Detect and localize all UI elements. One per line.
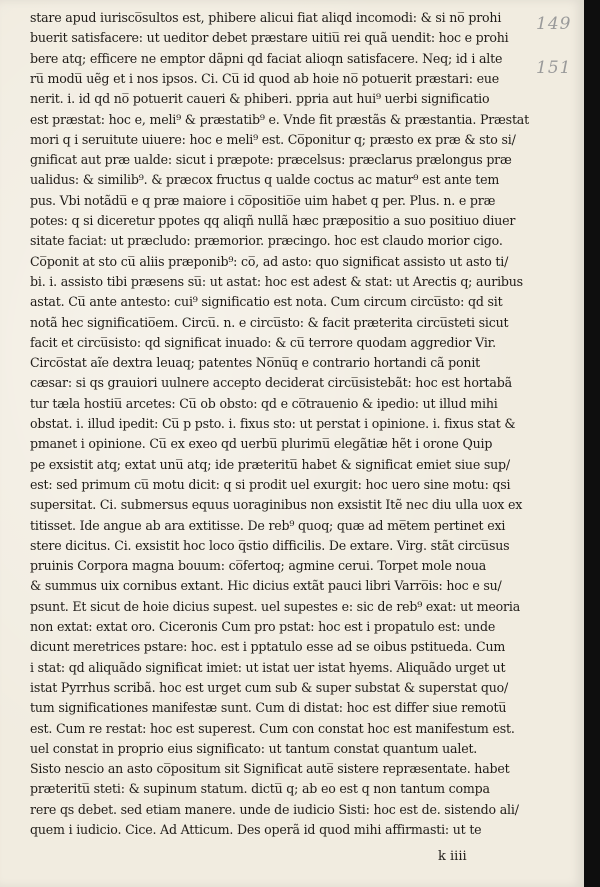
- text-line: pruinis Corpora magna bouum: co̅fertoq; agmine cerui. Torpet mole noua: [30, 558, 487, 574]
- text-line: pus. Vbi notãdu̅ e q præ maiore i co̅positio̅e uim habet q per. Plus. n. e præ: [30, 192, 496, 208]
- folio-number-secondary: 151: [536, 58, 572, 78]
- signature-mark: k iiii: [438, 849, 467, 864]
- text-line: & summus uix cornibus extant. Hic dicius extãt pauci libri Varro̅is: hoc e su/: [30, 578, 502, 594]
- text-line: supersitat. Ci. submersus equus uoraginibus non exsistit Itẽ nec diu ulla uox ex: [30, 497, 523, 513]
- text-line: obstat. i. illud ipedit: Cu̅ p psto. i. fixus sto: ut perstat i opinione. i. fixus stat &: [30, 416, 516, 431]
- text-line: præteritu̅ steti: & supinum statum. dictu̅ q; ab eo est q non tantum compa: [30, 781, 490, 797]
- text-line: quem i iudicio. Cice. Ad Atticum. Des operã id quod mihi affirmasti: ut te: [30, 822, 482, 837]
- text-line: bere atq; efficere ne emptor dãpni qd faciat alioqn satisfacere. Neq; id i alte: [30, 50, 503, 66]
- text-line: stere dicitus. Ci. exsistit hoc loco q̅stio difficilis. De extare. Virg. stãt circu̅sus: [30, 537, 510, 553]
- text-line: ualidus: & similib⁹. & præcox fructus q ualde coctus ac matur⁹ est ante tem: [30, 172, 500, 188]
- text-line: cæsar: si qs grauiori uulnere accepto deciderat circu̅sistebãt: hoc est hortabã: [30, 375, 512, 391]
- text-line: tur tæla hostiu̅ arcetes: Cu̅ ob obsto: qd e co̅trauenio & ipedio: ut illud mihi: [30, 395, 498, 411]
- text-line: notã hec significatio̅em. Circu̅. n. e circu̅sto: & facit præterita circu̅steti sicut: [30, 314, 509, 330]
- text-line: bi. i. assisto tibi præsens su̅: ut astat: hoc est adest & stat: ut Arectis q; auribus: [30, 273, 523, 289]
- text-line: astat. Cu̅ ante antesto: cui⁹ significatio est nota. Cum circum circu̅sto: qd sit: [30, 294, 503, 310]
- text-line: pe exsistit atq; extat unu̅ atq; ide præteritu̅ habet & significat emiet siue sup/: [30, 456, 510, 472]
- text-line: gnificat aut præ ualde: sicut i præpote: præcelsus: præclarus prælongus præ: [30, 152, 512, 168]
- folio-number: 149: [536, 14, 572, 34]
- text-line: nerit. i. id qd no̅ potuerit caueri & phiberi. ppria aut hui⁹ uerbi significatio: [30, 91, 490, 107]
- text-line: titisset. Ide angue ab ara extitisse. De reb⁹ quoq; quæ ad me̅tem pertinet exi: [30, 517, 506, 533]
- text-line: facit et circu̅sisto: qd significat inuado: & cu̅ terrore quodam aggredior Vir.: [30, 334, 496, 350]
- text-line: istat Pyrrhus scribã. hoc est urget cum sub & super substat & superstat quo/: [30, 679, 509, 695]
- text-line: uel constat in proprio eius significato: ut tantum constat quantum ualet.: [30, 740, 478, 756]
- text-line: stare apud iurisco̅sultos est, phibere alicui fiat aliqd incomodi: & si no̅ prohi: [30, 10, 502, 25]
- text-line: Circo̅stat aĩe dextra leuaq; patentes No̅nu̅q e contrario hortandi cã ponit: [30, 355, 481, 371]
- text-line: est præstat: hoc e, meli⁹ & præstatib⁹ e. Vnde fit præstãs & præstantia. Præstat: [30, 111, 529, 127]
- text-line: buerit satisfacere: ut ueditor debet præstare uitiu̅ rei quã uendit: hoc e prohi: [30, 30, 509, 46]
- text-line: non extat: extat oro. Ciceronis Cum pro pstat: hoc est i propatulo est: unde: [30, 619, 496, 634]
- text-line: i stat: qd aliquãdo significat imiet: ut istat uer istat hyems. Aliquãdo urget ut: [30, 659, 506, 675]
- text-line: ru̅ modu̅ uẽg et i nos ipsos. Ci. Cu̅ id quod ab hoie no̅ potuerit præstari: eue: [30, 70, 499, 86]
- text-line: pmanet i opinione. Cu̅ ex exeo qd uerbu̅ plurimu̅ elegãtiæ hẽt i orone Quip: [30, 436, 493, 452]
- text-line: sitate faciat: ut præcludo: præmorior. præcingo. hoc est claudo morior cigo.: [30, 233, 503, 249]
- text-line: tum significationes manifestæ sunt. Cum di distat: hoc est differ siue remotu̅: [30, 700, 507, 716]
- text-line: mori q i seruitute uiuere: hoc e meli⁹ est. Co̅ponitur q; præsto ex præ & sto si/: [30, 131, 516, 147]
- text-line: rere qs debet. sed etiam manere. unde de iudicio Sisti: hoc est de. sistendo ali/: [30, 801, 519, 817]
- text-line: est: sed primum cu̅ motu dicit: q si prodit uel exurgit: hoc uero sine motu: qsi: [30, 476, 511, 492]
- text-line: est. Cum re restat: hoc est superest. Cum con constat hoc est manifestum est.: [30, 720, 515, 736]
- text-line: psunt. Et sicut de hoie dicius supest. uel supestes e: sic de reb⁹ exat: ut meoria: [30, 598, 521, 614]
- text-line: Sisto nescio an asto co̅positum sit Significat aute̅ sistere repræsentate. habet: [30, 761, 510, 777]
- page-edge-shadow: [584, 0, 600, 887]
- text-line: dicunt meretrices pstare: hoc. est i pptatulo esse ad se oibus pstitueda. Cum: [30, 639, 506, 655]
- text-line: Co̅ponit at sto cu̅ aliis præponib⁹: co̅, ad asto: quo significat assisto ut asto ti/: [30, 253, 509, 269]
- text-line: potes: q si diceretur ppotes qq aliqñ nullã hæc præpositio a suo positiuo diuer: [30, 213, 516, 228]
